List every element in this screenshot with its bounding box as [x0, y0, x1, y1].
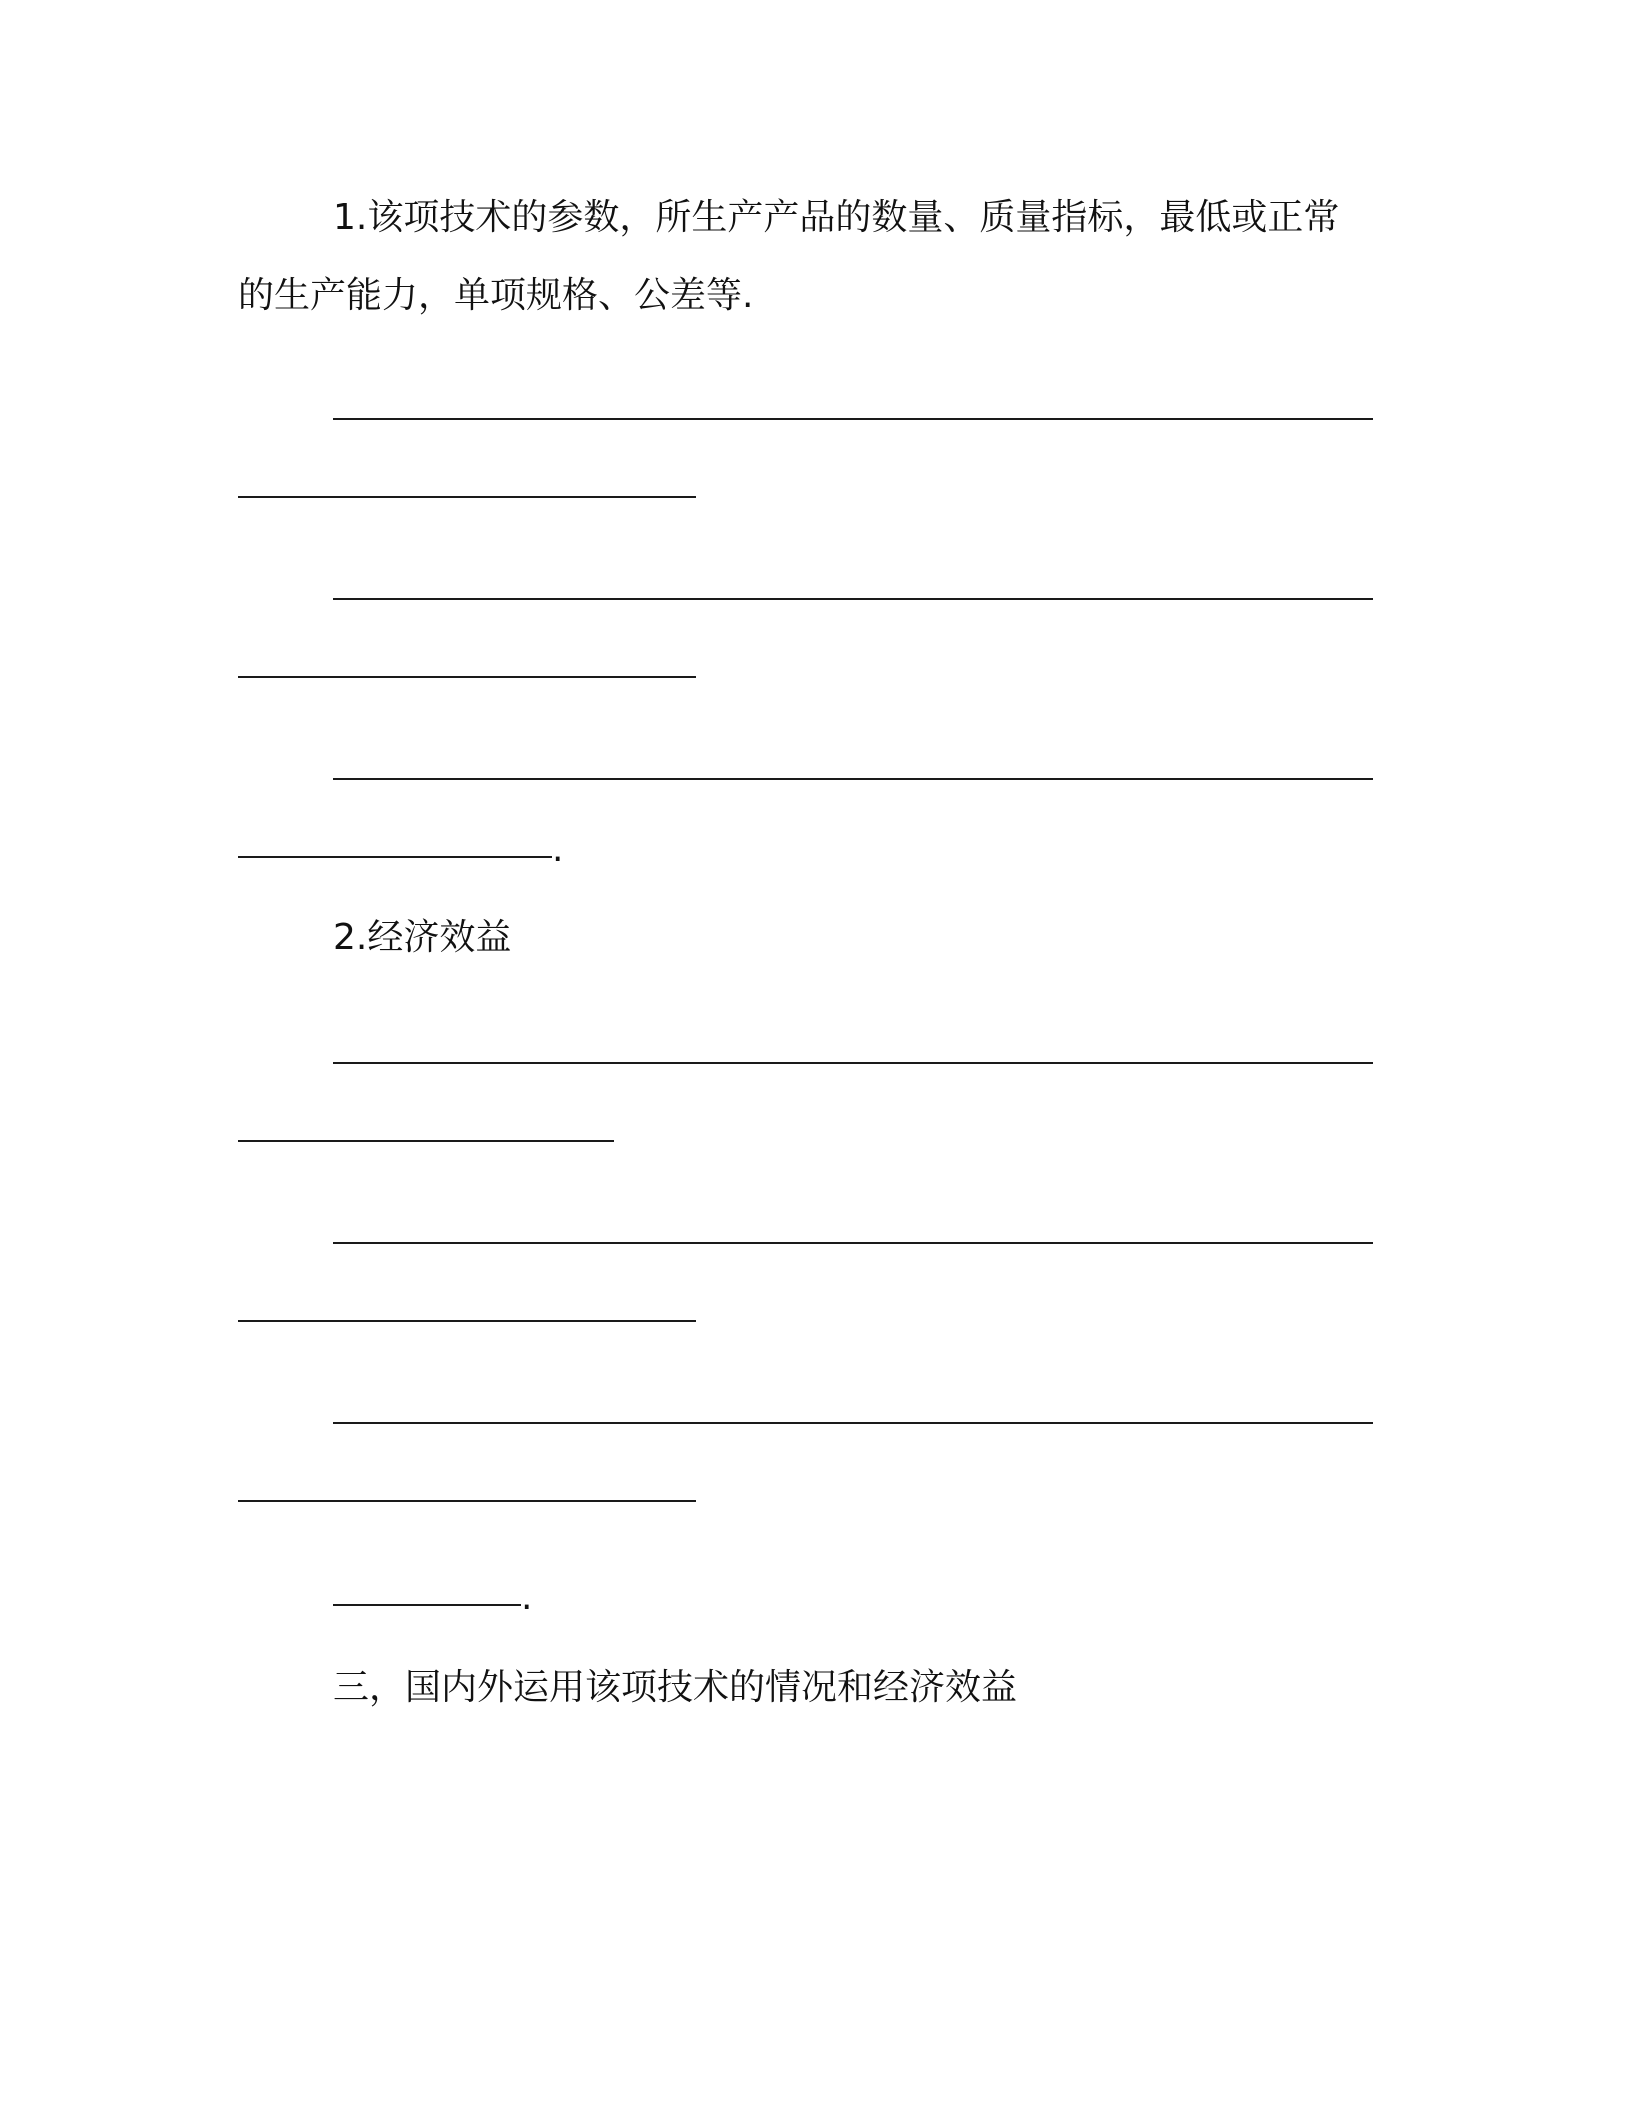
fill-in-blank[interactable]: [333, 1062, 1373, 1064]
item1-text-line2: 的生产能力，单项规格、公差等.: [238, 275, 754, 316]
section3-heading: 三，国内外运用该项技术的情况和经济效益: [333, 1667, 1018, 1708]
fill-in-blank[interactable]: [238, 1500, 696, 1502]
fill-in-blank[interactable]: [238, 1140, 614, 1142]
fill-in-blank[interactable]: [333, 598, 1373, 600]
item2-heading: 2.经济效益: [333, 917, 512, 958]
fill-in-blank[interactable]: [238, 856, 552, 858]
fill-in-blank[interactable]: [333, 418, 1373, 420]
fill-in-blank[interactable]: [238, 1320, 696, 1322]
fill-in-blank[interactable]: [333, 778, 1373, 780]
fill-in-blank[interactable]: [238, 496, 696, 498]
blank-end-period: .: [521, 1577, 533, 1618]
fill-in-blank[interactable]: [333, 1242, 1373, 1244]
fill-in-blank[interactable]: [333, 1604, 521, 1606]
blank-end-period: .: [552, 829, 564, 870]
item1-text-line1: 1.该项技术的参数，所生产产品的数量、质量指标，最低或正常: [333, 197, 1340, 238]
fill-in-blank[interactable]: [333, 1422, 1373, 1424]
fill-in-blank[interactable]: [238, 676, 696, 678]
